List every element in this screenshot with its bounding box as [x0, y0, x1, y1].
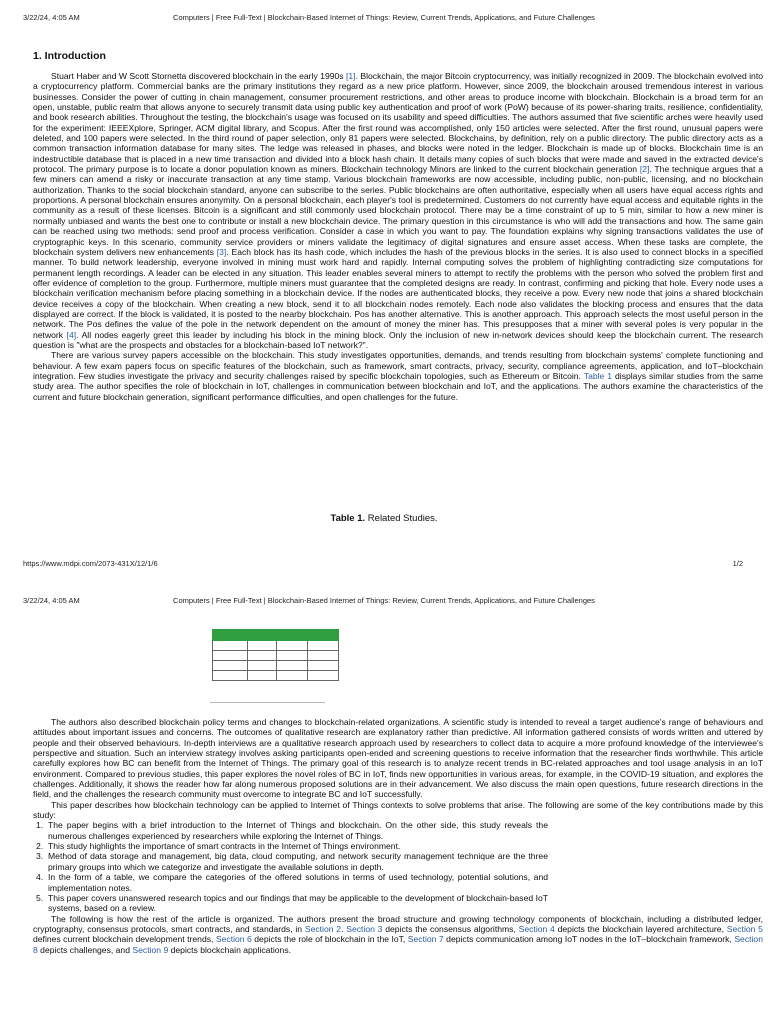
section-link[interactable]: Section 4 [518, 923, 555, 934]
page-url: https://www.mdpi.com/2073-431X/12/1/6 [23, 559, 158, 568]
citation-link[interactable]: [3] [216, 246, 227, 257]
page-number: 1/2 [732, 559, 743, 568]
table-row [213, 661, 339, 671]
list-item [36, 851, 548, 872]
citation-link[interactable]: [4] [66, 329, 77, 340]
paragraph: The authors also described blockchain policy terms and changes to blockchain-related organizations. A scientific study is intended to reveal a target audience's range of behaviours and attitudes about important issues and concerns. The outcomes of qualitative research are explanatory rather than predictive. All information gathered consists of words written and uttered by people and their observed behaviours. In-depth interviews are a qualitative research approach used by researchers to collect data to acquire a more profound knowledge of the interviewee's perspective and situation. Such an interview strategy involves asking participants open-ended and screening questions to receive information that the researcher finds worthwhile. This article carefully explores how BC can benefit from the Internet of Things. The primary goal of this research is to analyze recent trends in BC-related approaches and tool usage analysis in an IoT environment. Compared to previous studies, this paper explores the novel roles of BC in IoT, finds new opportunities in various areas, for example, in the COVID-19 situation, and explores the challenges. Additionally, it shows the reader how far along numerous proposed solutions are in their advancement. We also discuss the main open questions, future research directions in the field, and the challenges the research community must overcome to integrate BC and IoT successfully. [33, 717, 763, 800]
table-caption-label: Table 1. [330, 513, 366, 524]
print-date: 3/22/24, 4:05 AM [23, 596, 80, 605]
list-item [36, 892, 548, 914]
section-link[interactable]: Section 6 [215, 934, 252, 945]
table-row [213, 671, 339, 681]
print-title: Computers | Free Full-Text | Blockchain-Based Internet of Things: Review, Current Trends, Applications, and Future Challenges [173, 13, 595, 22]
list-item [36, 820, 548, 841]
table-caption-text: Related Studies. [365, 513, 438, 524]
list-item [36, 872, 548, 893]
section-link[interactable]: Section 9 [132, 944, 169, 955]
pdf-page-2 [0, 583, 768, 1024]
paragraph: Stuart Haber and W Scott Stornetta discovered blockchain in the early 1990s [1]. Blockchain, the major Bitcoin cryptocurrency, was initially recognized in 2009. The blockchain evolved into a cryptocurrency platform. Commercial banks are the primary institutions they regard as a new price platform. However, since 2009, the blockchain aroused tremendous interest in various businesses. Consider the power of cutting in chain management, consumer procurement restrictions, and other areas to produce income with blockchain. Blockchain is a broad term for an open, unstable, public realm that allows anyone to securely transmit data using public key authentication and proof of work (PoW) because of its power-sharing traits, resilience, confidentiality, and book research abilities. Throughout the testing, the blockchain's usage was focused on its usability and speed difficulties. The authors assumed that five scientific arches were heavily used for the experiment: IEEEXplore, Springer, ACM digital library, and Scopus. After the first round was accomplished, only 150 articles were selected. After the first round, unusual papers were deleted, and 100 papers were selected. In the third round of paper selection, only 81 papers were selected. Blockchains, by definition, rely on a public directory. The public directory acts as a common transaction information database for many sites. The ledge was released in phases, and blocks were noted in the ledger. Blockchain is made up of blocks. Blockchain time is an indestructible database that is placed in a new time transaction and divided into a block hash chain. It details many copies of such blocks that were made and saved in the extracted device's protocol. The primary purpose is to locate a donor population known as miners. Blockchain technology Minors are linked to the current blockchain generation [2]. The technique argues that a few miners can amend a risky or inaccurate transaction at any time stamp. Various blockchain frameworks are now accessible, including public, non-public, licensing, and no blockchain authorization. Thanks to the social blockchain standard, anyone can subscribe to the series. Public blockchains are often authoritative, especially when all users have equal access rights and proportions. A personal blockchain ensures anonymity. On a personal blockchain, each player's tool is predetermined. Customers do not currently have equal access and equitable rights in the community as a result of these licenses. Bitcoin is a significant and still commonly used blockchain protocol. There may be a time constraint of up to 5 min, similar to how a new miner is normally unbiased and wants the best one to contribute or install a new blockchain device. The primary question in this circumstance is who will add the transactions and how. The same gain can be reached using two methods: send proof and process verification. Consider a case in which you want to pay. The foundation explains why signing transactions validates the use of cryptographic keys. In this scenario, community service providers or miners validate the legitimacy of digital signatures and ensure asset access. When these tasks are complete, the blockchain system delivers new enhancements [3]. Each block has its hash code, which includes the hash of the previous blocks in the series. It is also used to connect blocks in a specified manner. To build network leadership, everyone involved in mining must work hard and rapidly. Internal computing solves the problem of highlighting contradicting size computations for permanent length recordings. A leader can be elected in any situation. This leader enables several miners to attempt to rectify the problems with the person who solved the problem first and offer evidence of completion to the group. Furthermore, multiple miners must guarantee that the completed designs are ready. In contrast, confirming and picking that hole. Every node uses a blockchain verification mechanism before placing something in a blockchain device. If the nodes are authenticated blocks, they receive a pow. Every new node that joins a shared blockchain device receives a copy of the blockchain. When creating a new block, send it to all blockchain nodes remotely. Each node also validates the blocking process and ensures that the data displayed are correct. If the block is validated, it is posted to the nearby blockchain. Pos has another alternative. This is another approach. This approach selects the most useful person in the network. The Pos defines the value of the pole in the network dependent on the amount of money the miner has. This presupposes that a miner with several poles is very popular in the network [4]. All nodes eagerly greet this leader by including his block in the mining block. Only the inclusion of new in-network devices should keep the blockchain current. The research question is "what are the prospects and obstacles for a blockchain-based IoT network?". [33, 71, 764, 350]
list-item-text: In the form of a table, we compare the categories of the offered solutions in terms of used technology, potential solutions, and implementation notes. [48, 872, 548, 893]
section-link[interactable]: Section 2 [304, 923, 342, 934]
list-item-number: 3. [36, 851, 44, 862]
list-item-text: This paper covers unanswered research topics and our findings that may be applicable to the development of blockchain-based IoT systems, based on a review. [48, 892, 548, 914]
paragraph: This paper describes how blockchain technology can be applied to Internet of Things contexts to solve problems that arise. The following are some of the key contributions made by this study: [33, 799, 763, 821]
contributions-list [33, 820, 548, 913]
list-item [36, 841, 548, 852]
list-item-text: The paper begins with a brief introduction to the Internet of Things and blockchain. On the other side, this study reveals the numerous challenges experienced by researchers while exploring the Internet of Things. [48, 820, 548, 841]
list-item-number: 1. [36, 820, 44, 831]
article-body [33, 71, 763, 402]
paragraph: The following is how the rest of the article is organized. The authors present the broad structure and growing technology components of blockchain, including a distributed ledger, cryptography, consensus protocols, smart contracts, and standards, in Section 2. Section 3 depicts the consensus algorithms, Section 4 depicts the blockchain layered architecture, Section 5 defines current blockchain development trends, Section 6 depicts the role of blockchain in the IoT, Section 7 depicts communication among IoT nodes in the IoT–blockchain framework, Section 8 depicts challenges, and Section 9 depicts blockchain applications. [33, 913, 763, 955]
page-footer [0, 559, 768, 571]
list-item-number: 2. [36, 841, 44, 852]
table-caption [0, 513, 768, 524]
list-item-number: 5. [36, 892, 44, 903]
print-title: Computers | Free Full-Text | Blockchain-Based Internet of Things: Review, Current Trends, Applications, and Future Challenges [173, 596, 595, 605]
article-body [33, 717, 763, 955]
print-date: 3/22/24, 4:05 AM [23, 13, 80, 22]
table-link[interactable]: Table 1 [583, 370, 613, 381]
section-heading: 1. Introduction [33, 50, 106, 62]
citation-link[interactable]: [1] [346, 71, 356, 81]
section-link[interactable]: Section 7 [407, 934, 444, 945]
citation-link[interactable]: [2] [639, 164, 650, 175]
list-item-text: Method of data storage and management, big data, cloud computing, and network security management technique are the three primary groups into which we categorize and investigate the available solutions in depth. [48, 851, 548, 872]
section-link[interactable]: Section 5 [726, 923, 763, 934]
list-item-number: 4. [36, 872, 44, 883]
table-row [213, 651, 339, 661]
table-row [213, 641, 339, 651]
list-item-text: This study highlights the importance of smart contracts in the Internet of Things environment. [48, 841, 401, 852]
divider [210, 702, 325, 703]
page-header [0, 596, 768, 608]
table-header-row [213, 630, 339, 641]
paragraph: There are various survey papers accessible on the blockchain. This study investigates opportunities, demands, and trends resulting from blockchain systems' complete functioning and behaviour. A few exam papers focus on specific features of the blockchain, such as framework, smart contracts, privacy, security, compliance agreements, application, and IoT–blockchain integration. Few studies investigate the privacy and security challenges raised by specific blockchain topologies, such as Ethereum or Bitcoin. Table 1 displays similar studies from the same study area. The author specifies the role of blockchain in IoT, challenges in communication between blockchain and IoT, and the applications. The authors examine the characteristics of the current and future blockchain generation, significant performance difficulties, and open challenges for the future. [33, 350, 764, 402]
related-studies-table [212, 629, 339, 681]
section-link[interactable]: Section 8 [33, 934, 763, 955]
section-link[interactable]: Section 3 [346, 923, 383, 934]
page-header [0, 13, 768, 25]
